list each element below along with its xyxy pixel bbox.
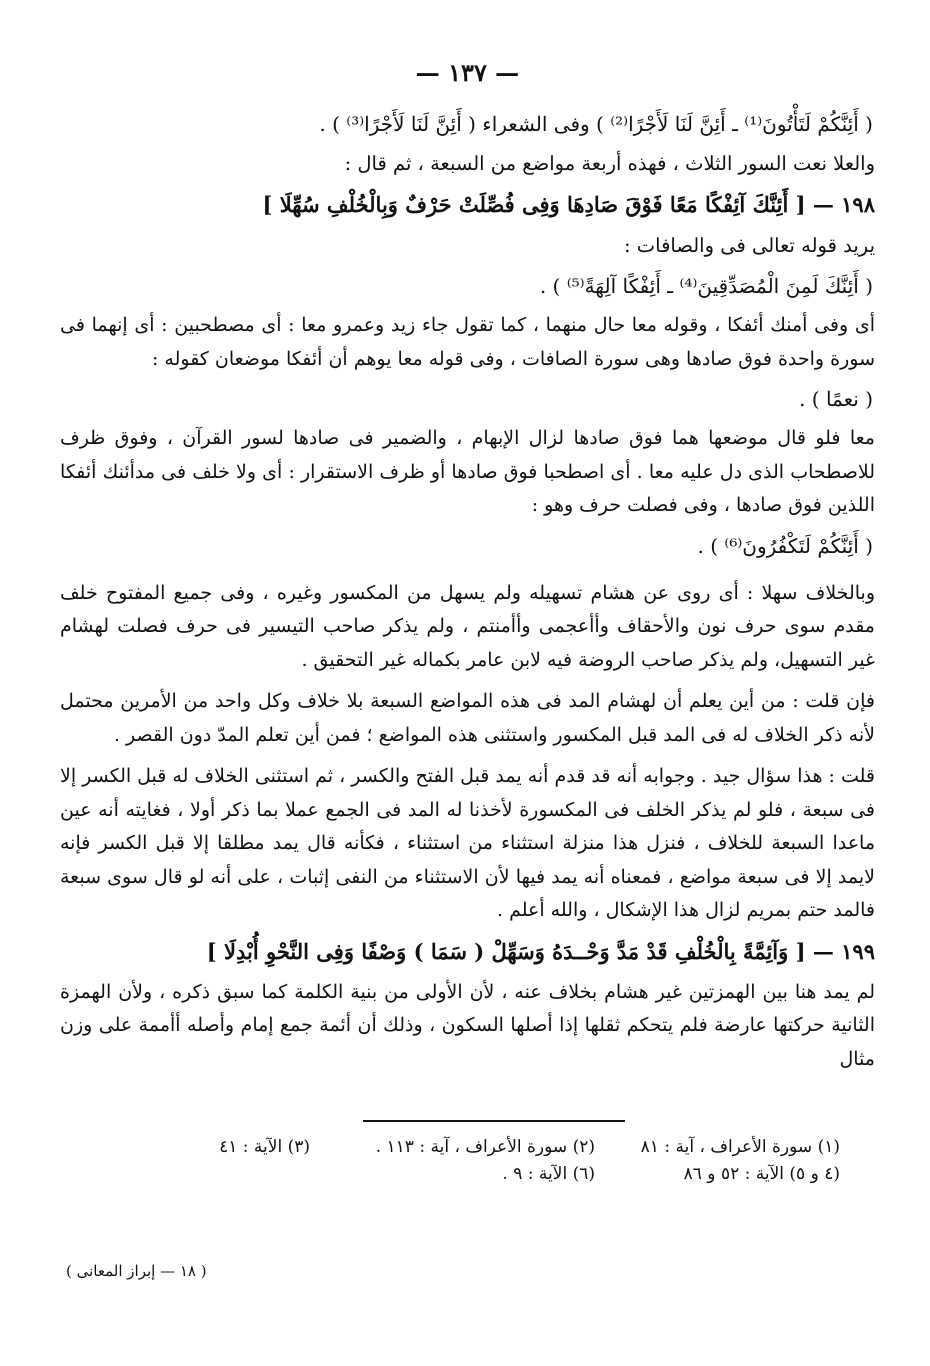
paragraph: فإن قلت : من أين يعلم أن لهشام المد فى هذه المواضع السبعة بلا خلاف وكل واحد من الأمرين محتمل لأنه ذكر الخلاف له فى المد قبل المكسور واستثنى هذه المواضع ؛ فمن أين تعلم المدّ دون القصر . — [60, 690, 875, 746]
paragraph: أى وفى أمنك أئفكا ، وقوله معا حال منهما ، كما تقول جاء زيد وعمرو معا : أى مصطحبين : أى إنهما فى سورة واحدة فوق صادها وهى سورة الصافات ، وفى قوله معا يوهم أن أئفكا موضعان كقوله : — [60, 314, 875, 370]
footnote-row — [60, 1161, 875, 1188]
footnote: (٦) الآية : ٩ . — [502, 1164, 595, 1184]
footnotes — [60, 1134, 875, 1188]
quran-quote: ( أَئِنَّكَ لَمِنَ الْمُصَدِّقِينَ⁽⁴⁾ ـ أَئِفْكًا آلِهَةً⁽⁵⁾ ) . — [539, 274, 873, 298]
footnote-separator — [363, 1120, 625, 1122]
paragraph: قلت : هذا سؤال جيد . وجوابه أنه قد قدم أنه يمد قبل الفتح والكسر ، ثم استثنى الخلاف له قبل الكسر إلا فى سبعة ، فلو لم يذكر الخلف فى المكسورة لأخذنا له المد فى الجمع عملا بما ذكر أولا ، فغايته أنه عين ماعدا السبعة للخلاف ، فنزل هذا منزلة استثناء من استثناء ، فكأنه قال يمد مطلقا إلا قبل الكسر فإنه لايمد إلا فى سبعة مواضع ، فمعناه أنه يمد فيها لأن الاستثناء من النفى إثبات ، على أنه لو قال سوى سبعة فالمد حتم بمريم لزال هذا الإشكال ، والله أعلم . — [59, 765, 875, 921]
footnote: (١) سورة الأعراف ، آية : ٨١ — [640, 1137, 840, 1157]
quran-quote: ( نعمًا ) . — [799, 387, 873, 411]
footnote — [110, 1161, 310, 1188]
poem-verse-198: ١٩٨ — [ أَئِنَّكَ آئِفْكًا مَعًا فَوْقَ صَادِهَا وَفِى فُصِّلَتْ حَرْفٌ وَبِالْخُلْفِ سُهِّلَا ] — [262, 192, 875, 217]
poem-verse-199: ١٩٩ — [ وَآئِمَّةً بِالْخُلْفِ قَدْ مَدَّ وَحْــدَهُ وَسَهِّلْ ( سَمَا ) وَصْفًا وَفِى النَّحْوِ أُبْدِلَا ] — [206, 938, 875, 964]
footnote: (٢) سورة الأعراف ، آية : ١١٣ . — [375, 1137, 595, 1157]
text-line: يريد قوله تعالى فى والصافات : — [624, 234, 875, 257]
paragraph: وبالخلاف سهلا : أى روى عن هشام تسهيله ولم يسهل من المكسور وغيره ، وفى جميع المفتوح خلف مقدم سوى حرف نون والأحقاف وأأعجمى وأأمنتم ، ولم يذكر صاحب التيسير فى حرف فصلت لهشام غير التسهيل، ولم يذكر صاحب الروضة فيه لابن عامر بكماله غير التحقيق . — [60, 581, 875, 671]
page-content — [60, 58, 875, 1188]
footnote-row — [60, 1134, 875, 1161]
page-number: — ١٣٧ — — [415, 58, 520, 87]
quran-quote: ( أَئِنَّكُمْ لَتَكْفُرُونَ⁽⁶⁾ ) . — [697, 533, 873, 558]
paragraph: لم يمد هنا بين الهمزتين غير هشام بخلاف عنه ، لأن الأولى من بنية الكلمة كما سبق ذكره ، ولأن الهمزة الثانية حركتها عارضة فلم يتحكم ثقلها إذا أصلها السكون ، وذلك أن أئمة جمع إمام وأصله أأممة على وزن مثال — [60, 980, 875, 1070]
footnote: (٤ و ٥) الآية : ٥٢ و ٨٦ — [683, 1164, 840, 1184]
quran-quote: ( أَئِنَّكُمْ لَتَأْتُونَ⁽¹⁾ ـ أَئِنَّ لَنَا لَأَجْرًا⁽²⁾ ) وفى الشعراء ( أَئِنَّ لَنَا لَأَجْرًا⁽³⁾ ) . — [319, 112, 873, 136]
text-line: والعلا نعت السور الثلاث ، فهذه أربعة مواضع من السبعة ، ثم قال : — [344, 152, 875, 175]
paragraph: معا فلو قال موضعها هما فوق صادها لزال الإبهام ، والضمير فى صادها لسور القرآن ، وفوق ظرف للاصطحاب الذى دل عليه معا . أى اصطحبا فوق صادها أو ظرف الاستقرار : أى ولا خلف فى مدأئنك أئفكا اللذين فوق صادها ، وفى فصلت حرف وهو : — [60, 427, 875, 516]
footnote: (٣) الآية : ٤١ — [219, 1137, 310, 1157]
signature-mark: ( ١٨ — إبراز المعانى ) — [66, 1262, 207, 1280]
